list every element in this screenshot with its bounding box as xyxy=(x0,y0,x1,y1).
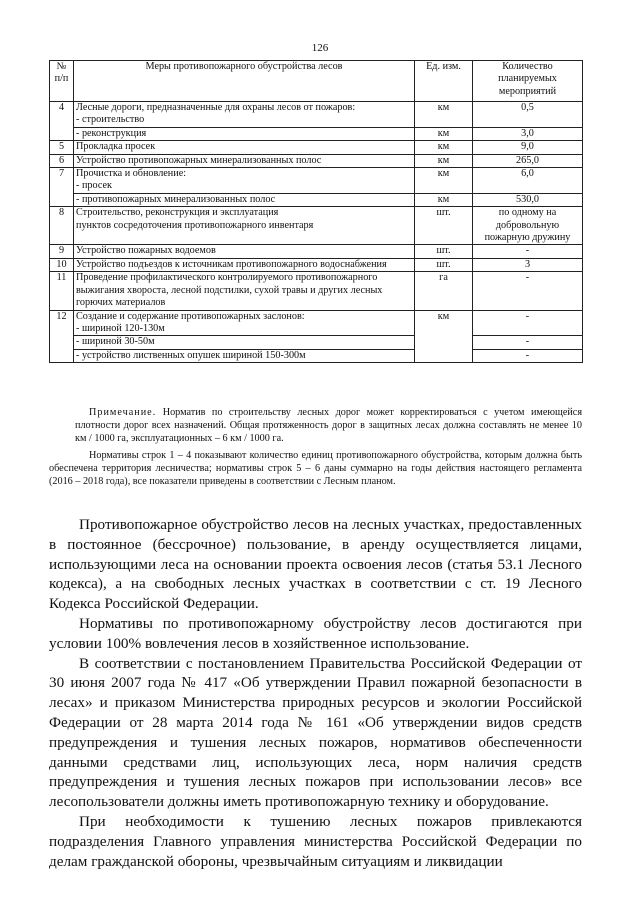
table-row xyxy=(50,245,583,258)
row-unit: км xyxy=(415,102,473,128)
header-qty: Количество планируемых мероприятий xyxy=(473,61,583,102)
fire-measures-table xyxy=(49,60,583,363)
row-num: 5 xyxy=(50,141,74,154)
row-num: 6 xyxy=(50,154,74,167)
row-unit: км xyxy=(415,168,473,194)
measure-line: - просек xyxy=(76,180,112,192)
row-measure xyxy=(74,272,415,310)
table-row xyxy=(50,310,583,336)
row-unit: км xyxy=(415,141,473,154)
row-qty: 9,0 xyxy=(473,141,583,154)
header-num: № п/п xyxy=(50,61,74,102)
table-row xyxy=(50,336,583,349)
row-qty: 265,0 xyxy=(473,154,583,167)
row-num xyxy=(50,193,74,206)
row-qty: 0,5 xyxy=(473,102,583,128)
table-row xyxy=(50,349,583,362)
table-row xyxy=(50,127,583,140)
row-measure xyxy=(74,258,415,271)
paragraph: В соответствии с постановлением Правительства Российской Федерации от 30 июня 2007 года № 417 «Об утверждении Правил пожарной безопасности в лесах» и приказом Министерства природных ресурсов и экологии Российской Федерации от 28 марта 2014 года № 161 «Об утверждении видов средств предупреждения и тушения лесных пожаров, нормативов обеспеченности данными средствами лиц, использующих леса, норм наличия средств предупреждения и тушения лесных пожаров при использовании лесов» все лесопользователи должны иметь противопожарную технику и оборудование. xyxy=(49,654,582,811)
row-measure xyxy=(74,141,415,154)
row-num: 7 xyxy=(50,168,74,194)
paragraph: При необходимости к тушению лесных пожаров привлекаются подразделения Главного управления министерства Российской Федерации по делам гражданской обороны, чрезвычайным ситуациям и ликвидации xyxy=(49,812,582,870)
note-label: Примечание. xyxy=(89,407,157,418)
measure-line: - противопожарных минерализованных полос xyxy=(76,193,276,205)
row-num xyxy=(50,336,74,349)
measure-line: Создание и содержание противопожарных заслонов: xyxy=(76,310,305,322)
row-qty: - xyxy=(473,245,583,258)
measure-line: Строительство, реконструкция и эксплуатация xyxy=(76,207,279,219)
row-unit xyxy=(415,349,473,362)
table-note xyxy=(75,406,582,445)
row-measure xyxy=(74,193,415,206)
table-row xyxy=(50,102,583,128)
row-measure xyxy=(74,336,415,349)
row-measure xyxy=(74,349,415,362)
note-text-2: Нормативы строк 1 – 4 показывают количество единиц противопожарного обустройства, которым должна быть обеспечена территория лесничества; нормативы строк 5 – 6 даны суммарно на годы действия настоящего регламента (2016 – 2018 года), все показатели приведены в соответствии с Лесным планом. xyxy=(49,450,582,487)
row-measure xyxy=(74,127,415,140)
row-qty: - xyxy=(473,349,583,362)
measure-line: Проведение профилактического контролируемого противопожарного выжигания хвороста, лесной подстилки, сухой травы и других лесных горючих материалов xyxy=(76,272,383,309)
row-unit: км xyxy=(415,310,473,336)
table-row xyxy=(50,154,583,167)
table-note-2 xyxy=(49,449,582,488)
row-measure xyxy=(74,310,415,336)
row-measure xyxy=(74,154,415,167)
row-unit: шт. xyxy=(415,258,473,271)
row-measure xyxy=(74,102,415,128)
table-row xyxy=(50,258,583,271)
row-qty: 3,0 xyxy=(473,127,583,140)
row-num: 4 xyxy=(50,102,74,128)
measure-line: - реконструкция xyxy=(76,127,147,139)
measure-line: Лесные дороги, предназначенные для охраны лесов от пожаров: xyxy=(76,102,356,113)
paragraph: Противопожарное обустройство лесов на лесных участках, предоставленных в постоянное (бессрочное) пользование, в аренду осуществляется лицами, использующими леса на основании проекта освоения лесов (статья 53.1 Лесного кодекса), а на свободных лесных участках в соответствии с ст. 19 Лесного Кодекса Российской Федерации. xyxy=(49,516,582,613)
row-num: 10 xyxy=(50,258,74,271)
page-number: 126 xyxy=(311,42,329,54)
header-unit: Ед. изм. xyxy=(415,61,473,102)
measure-line: Устройство пожарных водоемов xyxy=(76,245,216,257)
paragraph: Нормативы по противопожарному обустройству лесов достигаются при условии 100% вовлечения лесов в хозяйственное использование. xyxy=(49,614,582,652)
table-row xyxy=(50,141,583,154)
table-header-row xyxy=(50,61,583,102)
measure-line: - шириной 120-130м xyxy=(76,322,165,334)
row-unit xyxy=(415,336,473,349)
measure-line: Устройство противопожарных минерализованных полос xyxy=(76,154,322,166)
row-num: 11 xyxy=(50,272,74,310)
table-row xyxy=(50,193,583,206)
row-qty: - xyxy=(473,272,583,310)
table-row xyxy=(50,168,583,194)
row-num: 9 xyxy=(50,245,74,258)
row-unit: км xyxy=(415,127,473,140)
row-unit: шт. xyxy=(415,207,473,245)
row-num: 8 xyxy=(50,207,74,245)
row-qty: 6,0 xyxy=(473,168,583,194)
body-text xyxy=(49,515,582,871)
row-measure xyxy=(74,168,415,194)
row-unit: км xyxy=(415,193,473,206)
measure-line: - строительство xyxy=(76,114,145,126)
note-text-1: Норматив по строительству лесных дорог может корректироваться с учетом имеющейся плотности дорог всех назначений. Общая протяженность дорог в защитных лесах должна составлять не менее 10 км / 1000 га, эксплуатационных – 6 км / 1000 га. xyxy=(75,407,583,444)
row-qty: 530,0 xyxy=(473,193,583,206)
header-measure: Меры противопожарного обустройства лесов xyxy=(74,61,415,102)
measure-line: Прочистка и обновление: xyxy=(76,168,187,180)
measure-line: - устройство лиственных опушек шириной 150-300м xyxy=(76,349,306,361)
row-qty: по одному на добровольную пожарную дружину xyxy=(473,207,583,245)
measure-line: - шириной 30-50м xyxy=(76,336,155,348)
row-qty: - xyxy=(473,310,583,336)
row-unit: шт. xyxy=(415,245,473,258)
row-measure xyxy=(74,207,415,245)
measure-line: пунктов сосредоточения противопожарного инвентаря xyxy=(76,219,314,231)
row-unit: га xyxy=(415,272,473,310)
measure-line: Устройство подъездов к источникам противопожарного водоснабжения xyxy=(76,258,387,270)
table-row xyxy=(50,272,583,310)
row-qty: - xyxy=(473,336,583,349)
measure-line: Прокладка просек xyxy=(76,141,156,153)
table-row xyxy=(50,207,583,245)
row-measure xyxy=(74,245,415,258)
row-num xyxy=(50,127,74,140)
row-unit: км xyxy=(415,154,473,167)
row-qty: 3 xyxy=(473,258,583,271)
row-num xyxy=(50,349,74,362)
row-num: 12 xyxy=(50,310,74,336)
